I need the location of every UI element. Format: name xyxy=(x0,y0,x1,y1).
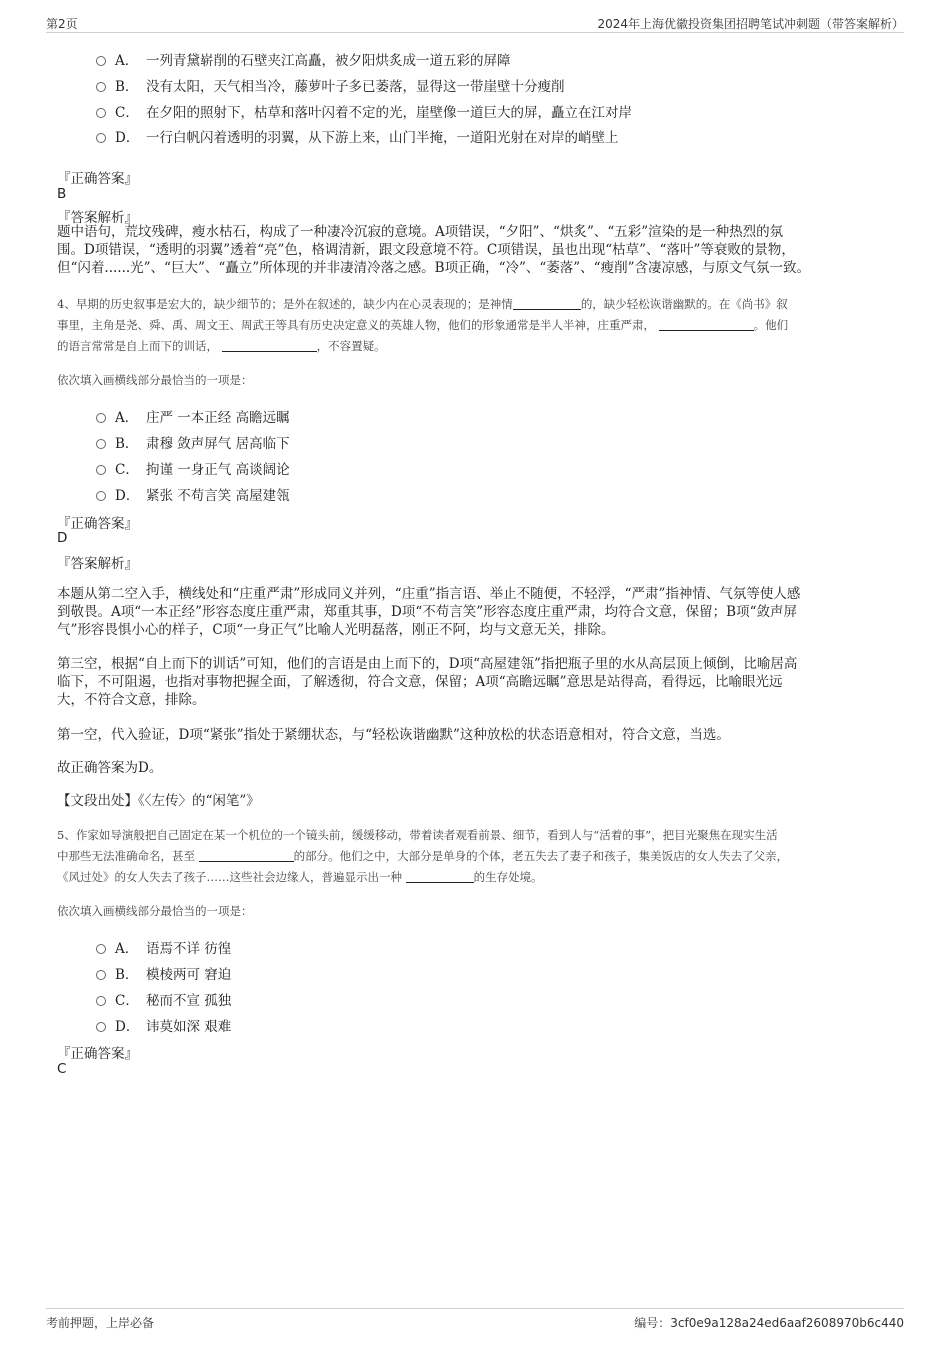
q4-analysis-paragraph-3: 第一空，代入验证，D项“紧张”指处于紧绷状态，与“轻松诙谐幽默”这种放松的状态语意相对，符合文意，当选。 xyxy=(57,727,730,743)
blank xyxy=(513,297,581,310)
q4-stem: 4、早期的历史叙事是宏大的，缺少细节的；是外在叙述的，缺少内在心灵表现的；是神情 的，缺少轻松诙谐幽默的。在《尚书》叙 事里，主角是尧、舜、禹、周文王、周武王等具有历史决定意义的英雄人物，他们的形象通常是半人半神，庄重严肃， 。他们 的语言常常是自上而下的训话， ，不容置疑。 xyxy=(57,297,789,353)
radio-icon[interactable] xyxy=(96,465,106,475)
q5-option-b[interactable]: B． 模棱两可 窘迫 xyxy=(96,963,231,983)
blank xyxy=(659,318,754,331)
q4-source: 【文段出处】《〈左传〉的“闲笔”》 xyxy=(57,793,260,809)
radio-icon[interactable] xyxy=(96,108,106,118)
radio-icon[interactable] xyxy=(96,439,106,449)
q5-option-a[interactable]: A． 语焉不详 彷徨 xyxy=(96,937,231,957)
q3-answer-label: 『正确答案』 xyxy=(57,171,138,187)
q3-analysis: 题中语句，荒坟残碑，瘦水枯石，构成了一种凄冷沉寂的意境。A项错误，“夕阳”、“烘炙”、“五彩”渲染的是一种热烈的氛 围。D项错误，“透明的羽翼”透着“亮”色，格调清新，跟文段意境不符。C项错误，虽也出现“枯草”、“落叶”等衰败的景物， 但“闪着......光”、“巨大”、“矗立”所体现的并非凄清冷落之感。B项正确，“冷”、“萎落”、“瘦削”含凄凉感，与原文气氛一致。 xyxy=(57,224,810,276)
q4-analysis-paragraph-2: 第三空，根据“自上而下的训话”可知，他们的言语是由上而下的，D项“高屋建瓴”指把瓶子里的水从高层顶上倾倒，比喻居高 临下，不可阻遏，也指对事物把握全面，了解透彻，符合文意，保留；A项“高瞻远瞩”意思是站得高，看得远，比喻眼光远 大，不符合文意，排除。 xyxy=(57,656,798,708)
radio-icon[interactable] xyxy=(96,491,106,501)
radio-icon[interactable] xyxy=(96,996,106,1006)
page-number: 第2页 xyxy=(46,17,78,31)
q3-option-a[interactable]: A． 一列青黛崭削的石壁夹江高矗，被夕阳烘炙成一道五彩的屏障 xyxy=(96,49,511,69)
radio-icon[interactable] xyxy=(96,944,106,954)
q3-answer-value: B xyxy=(57,186,67,202)
q3-option-b[interactable]: B． 没有太阳，天气相当冷，藤萝叶子多已萎落，显得这一带崖壁十分瘦削 xyxy=(96,75,565,95)
q4-answer-label: 『正确答案』 xyxy=(57,516,138,532)
q4-option-c[interactable]: C． 拘谨 一身正气 高谈阔论 xyxy=(96,458,290,478)
q5-prompt: 依次填入画横线部分最恰当的一项是： xyxy=(57,904,253,918)
q5-stem: 5、作家如导演般把自己固定在某一个机位的一个镜头前，缓缓移动，带着读者观看前景、细节，看到人与“活着的事”，把目光聚焦在现实生活 中那些无法准确命名，甚至 的部分。他们之中，大部分是单身的个体，老五失去了妻子和孩子，集美饭店的女人失去了父亲， 《风过处》的女人失去了孩子……这些社会边缘人，普遍显示出一种 的生存处境。 xyxy=(57,828,789,884)
q3-analysis-label: 『答案解析』 xyxy=(57,210,138,226)
q5-option-c[interactable]: C． 秘而不宣 孤独 xyxy=(96,989,231,1009)
footer-slogan: 考前押题，上岸必备 xyxy=(46,1316,155,1330)
q4-answer-value: D xyxy=(57,530,68,546)
q3-option-d[interactable]: D． 一行白帆闪着透明的羽翼，从下游上来，山门半掩，一道阳光射在对岸的峭壁上 xyxy=(96,126,619,146)
radio-icon[interactable] xyxy=(96,56,106,66)
blank xyxy=(222,339,317,352)
q4-prompt: 依次填入画横线部分最恰当的一项是： xyxy=(57,373,253,387)
q4-analysis-conclusion: 故正确答案为D。 xyxy=(57,760,163,776)
radio-icon[interactable] xyxy=(96,82,106,92)
q3-option-c[interactable]: C． 在夕阳的照射下，枯草和落叶闪着不定的光，崖壁像一道巨大的屏，矗立在江对岸 xyxy=(96,101,632,121)
document-title: 2024年上海优徽投资集团招聘笔试冲刺题（带答案解析） xyxy=(597,17,904,31)
q5-option-d[interactable]: D． 讳莫如深 艰难 xyxy=(96,1015,231,1035)
q4-option-a[interactable]: A． 庄严 一本正经 高瞻远瞩 xyxy=(96,406,290,426)
blank xyxy=(406,870,474,883)
q5-answer-label: 『正确答案』 xyxy=(57,1046,138,1062)
q4-option-b[interactable]: B． 肃穆 敛声屏气 居高临下 xyxy=(96,432,290,452)
q4-analysis-paragraph-1: 本题从第二空入手，横线处和“庄重严肃”形成同义并列，“庄重”指言语、举止不随便，不轻浮，“严肃”指神情、气氛等使人感 到敬畏。A项“一本正经”形容态度庄重严肃，郑重其事，D项“不苟言笑”形容态度庄重严肃，均符合文意，保留；B项“敛声屏 气”形容畏惧小心的样子，C项“一身正气”比喻人光明磊落，刚正不阿，均与文意无关，排除。 xyxy=(57,586,801,638)
page-footer xyxy=(46,1308,904,1333)
radio-icon[interactable] xyxy=(96,970,106,980)
radio-icon[interactable] xyxy=(96,133,106,143)
q4-option-d[interactable]: D． 紧张 不苟言笑 高屋建瓴 xyxy=(96,484,290,504)
radio-icon[interactable] xyxy=(96,1022,106,1032)
radio-icon[interactable] xyxy=(96,413,106,423)
q4-analysis-label: 『答案解析』 xyxy=(57,556,138,572)
page-header xyxy=(46,12,904,33)
q5-answer-value: C xyxy=(57,1061,67,1077)
blank xyxy=(199,849,294,862)
document-id: 编号：3cf0e9a128a24ed6aaf2608970b6c440 xyxy=(634,1316,904,1330)
